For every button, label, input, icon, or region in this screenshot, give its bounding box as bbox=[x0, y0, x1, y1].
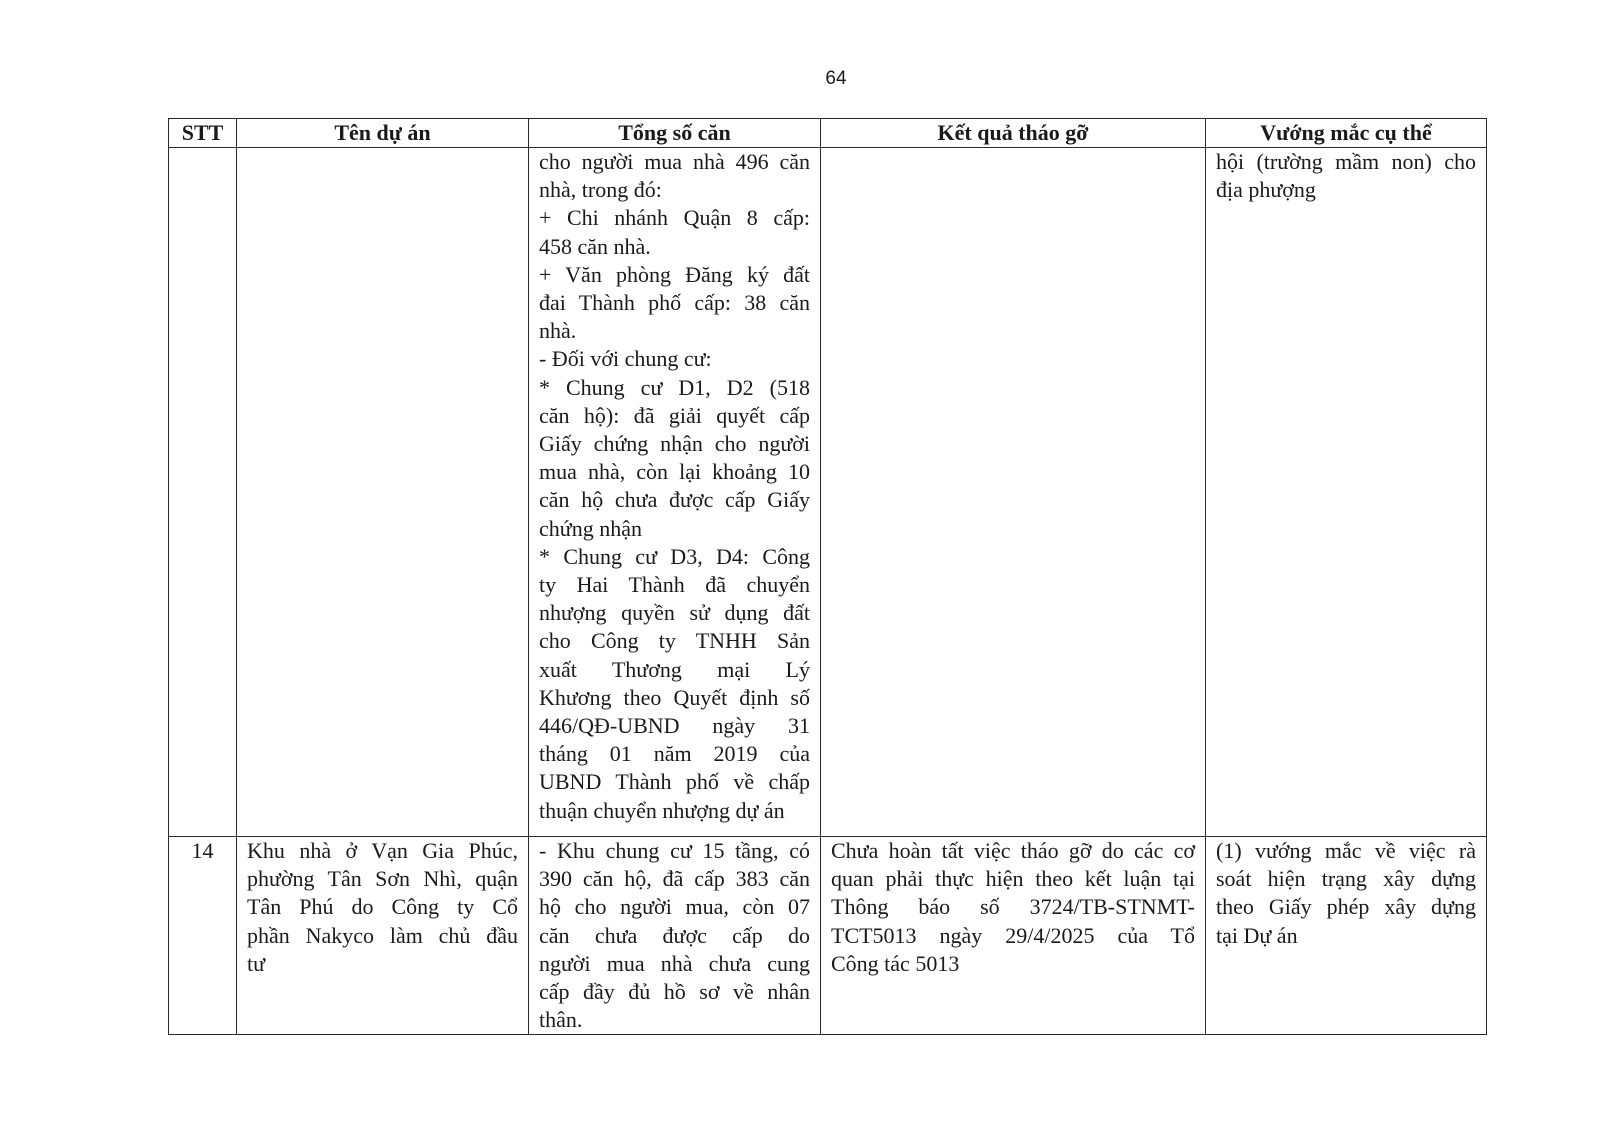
cell-total-units bbox=[529, 148, 821, 837]
text-line: cho người mua nhà 496 căn bbox=[539, 149, 810, 174]
text-line: - Khu chung cư 15 tầng, có bbox=[539, 838, 810, 863]
text-line: nhượng quyền sử dụng đất bbox=[539, 600, 810, 626]
text-line: (1) vướng mắc về việc rà bbox=[1216, 838, 1476, 863]
text-line: UBND Thành phố về chấp bbox=[539, 769, 810, 795]
text-line: - Đối với chung cư: bbox=[539, 346, 712, 372]
text-line: địa phượng bbox=[1216, 177, 1316, 203]
text-line: tháng 01 năm 2019 của bbox=[539, 741, 810, 767]
text-line: phần Nakyco làm chủ đầu bbox=[247, 922, 518, 948]
table-row-continuation bbox=[169, 148, 1487, 837]
text-line: 446/QĐ-UBND ngày 31 bbox=[539, 713, 810, 739]
text-line: chứng nhận bbox=[539, 515, 642, 541]
text-line: cho Công ty TNHH Sản bbox=[539, 628, 810, 654]
text-line: Công tác 5013 bbox=[831, 950, 960, 976]
text-line: hộ cho người mua, còn 07 bbox=[539, 894, 810, 920]
cell-resolution-result bbox=[821, 837, 1206, 1035]
page-number: 64 bbox=[825, 68, 847, 89]
text-line: đai Thành phố cấp: 38 căn bbox=[539, 290, 810, 316]
text-line: * Chung cư D3, D4: Công bbox=[539, 543, 810, 569]
text-line: người mua nhà chưa cung bbox=[539, 950, 810, 976]
cell-specific-issues bbox=[1206, 148, 1487, 837]
header-resolution-result: Kết quả tháo gỡ bbox=[821, 119, 1206, 148]
table-row-14 bbox=[169, 837, 1487, 1035]
text-line: Giấy chứng nhận cho người bbox=[539, 431, 810, 457]
text-line: Khu nhà ở Vạn Gia Phúc, bbox=[247, 838, 518, 863]
cell-stt: 14 bbox=[169, 837, 237, 1035]
text-line: Tân Phú do Công ty Cổ bbox=[247, 894, 518, 920]
text-line: nhà. bbox=[539, 318, 577, 344]
header-project-name: Tên dự án bbox=[237, 119, 529, 148]
text-line: TCT5013 ngày 29/4/2025 của Tổ bbox=[831, 922, 1195, 948]
header-specific-issues: Vướng mắc cụ thể bbox=[1206, 119, 1487, 148]
cell-stt bbox=[169, 148, 237, 837]
text-line: theo Giấy phép xây dựng bbox=[1216, 894, 1476, 920]
text-line: tại Dự án bbox=[1216, 922, 1298, 948]
text-line: nhà, trong đó: bbox=[539, 177, 662, 203]
text-line: Thông báo số 3724/TB-STNMT- bbox=[831, 894, 1195, 920]
text-line: thân. bbox=[539, 1007, 583, 1033]
text-line: căn chưa được cấp do bbox=[539, 922, 810, 948]
text-line: mua nhà, còn lại khoảng 10 bbox=[539, 459, 810, 485]
text-line: căn hộ chưa được cấp Giấy bbox=[539, 487, 810, 513]
text-line: 390 căn hộ, đã cấp 383 căn bbox=[539, 866, 810, 892]
cell-specific-issues bbox=[1206, 837, 1487, 1035]
header-total-units: Tổng số căn bbox=[529, 119, 821, 148]
text-line: soát hiện trạng xây dựng bbox=[1216, 866, 1476, 892]
cell-project-name bbox=[237, 837, 529, 1035]
cell-resolution-result bbox=[821, 148, 1206, 837]
projects-table bbox=[168, 118, 1487, 1035]
text-line: cấp đầy đủ hồ sơ về nhân bbox=[539, 979, 810, 1005]
text-line: hội (trường mầm non) cho bbox=[1216, 149, 1476, 174]
table-header-row bbox=[169, 119, 1487, 148]
cell-total-units bbox=[529, 837, 821, 1035]
text-line: 458 căn nhà. bbox=[539, 233, 651, 259]
cell-project-name bbox=[237, 148, 529, 837]
text-line: quan phải thực hiện theo kết luận tại bbox=[831, 866, 1195, 892]
text-line: Khương theo Quyết định số bbox=[539, 684, 810, 710]
text-line: xuất Thương mại Lý bbox=[539, 656, 810, 682]
text-line: thuận chuyển nhượng dự án bbox=[539, 797, 785, 823]
text-line: phường Tân Sơn Nhì, quận bbox=[247, 866, 518, 892]
text-line: tư bbox=[247, 950, 266, 976]
text-line: ty Hai Thành đã chuyển bbox=[539, 572, 810, 598]
text-line: căn hộ): đã giải quyết cấp bbox=[539, 402, 810, 428]
text-line: + Văn phòng Đăng ký đất bbox=[539, 261, 810, 287]
header-stt: STT bbox=[169, 119, 237, 148]
text-line: * Chung cư D1, D2 (518 bbox=[539, 374, 810, 400]
text-line: Chưa hoàn tất việc tháo gỡ do các cơ bbox=[831, 838, 1195, 863]
text-line: + Chi nhánh Quận 8 cấp: bbox=[539, 205, 810, 231]
